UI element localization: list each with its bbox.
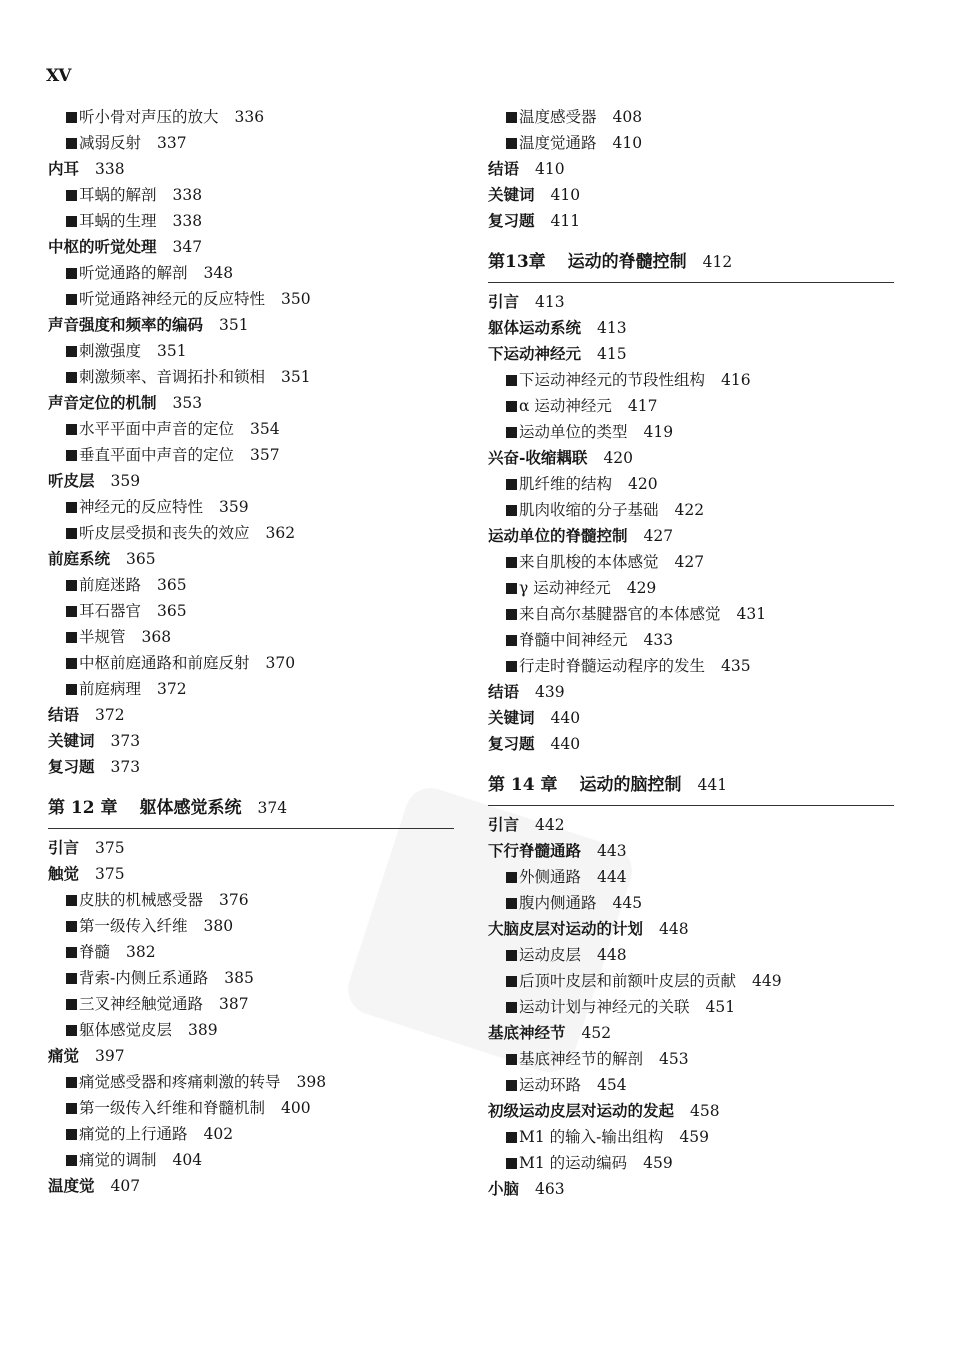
entry-title: 声音强度和频率的编码 [48,315,204,334]
page-ref: 351 [281,368,311,386]
page-ref: 398 [296,1073,327,1091]
page-ref: 362 [265,524,296,542]
entry-title: 结语 [488,682,520,701]
entry-title: 后顶叶皮层和前额叶皮层的贡献 [519,972,737,990]
toc-subsection [488,627,894,653]
entry-title: 水平平面中声音的定位 [79,420,235,438]
entry-title: 来自高尔基腱器官的本体感觉 [519,605,721,623]
page-ref: 459 [679,1128,709,1146]
page-number: XV [46,66,71,86]
page-ref: 452 [581,1024,612,1042]
toc-subsection [488,601,894,627]
page-ref: 336 [234,108,265,126]
toc-subsection [488,653,894,679]
toc-subsection [48,598,454,624]
entry-title: 下行脊髓通路 [488,841,582,860]
entry-title: 来自肌梭的本体感觉 [519,553,659,571]
page-ref: 411 [550,212,581,230]
page-ref: 374 [257,799,288,817]
entry-title: 基底神经节 [488,1023,566,1042]
entry-title: 痛觉的调制 [79,1151,157,1169]
toc-right-column [488,104,894,1202]
page-ref: 442 [535,816,565,834]
entry-title: M1 的输入-输出组构 [519,1128,664,1146]
toc-subsection [48,338,454,364]
toc-subsection [48,1121,454,1147]
entry-title: 外侧通路 [519,868,582,886]
toc-section [48,546,454,572]
page-ref: 376 [219,891,249,909]
entry-title: 声音定位的机制 [48,393,157,412]
entry-title: 痛觉 [48,1046,80,1065]
entry-title: 前庭病理 [79,680,142,698]
toc-section [48,702,454,728]
page-ref: 410 [550,186,581,204]
entry-title: 运动计划与神经元的关联 [519,998,690,1016]
toc-section [488,523,894,549]
page-ref: 338 [172,186,203,204]
page-ref: 454 [597,1076,627,1094]
entry-title: 半规管 [79,628,126,646]
toc-subsection [48,572,454,598]
toc-subsection [488,1150,894,1176]
page-ref: 359 [219,498,249,516]
toc-section [488,341,894,367]
toc-subsection [488,549,894,575]
entry-title: 运动单位的类型 [519,423,628,441]
toc-section [48,468,454,494]
toc-subsection [48,442,454,468]
toc-section [488,445,894,471]
entry-title: 听觉通路的解剖 [79,264,188,282]
entry-title: 温度觉通路 [519,134,597,152]
page-ref: 357 [250,446,280,464]
entry-title: 运动环路 [519,1076,582,1094]
entry-title: 引言 [488,815,520,834]
page-ref: 348 [203,264,234,282]
page-ref: 431 [736,605,767,623]
toc-subsection [48,1017,454,1043]
entry-title: 结语 [48,705,80,724]
page-ref: 375 [95,839,125,857]
entry-title: γ 运动神经元 [519,579,611,597]
toc-section [488,1020,894,1046]
page-ref: 440 [550,709,581,727]
toc-subsection [48,260,454,286]
entry-title: 关键词 [488,708,535,727]
page-ref: 420 [603,449,634,467]
page-ref: 373 [110,732,141,750]
toc-section [48,861,454,887]
chapter-number: 第13章 [488,252,546,272]
page-ref: 453 [659,1050,689,1068]
page-ref: 429 [626,579,657,597]
page-ref: 445 [612,894,643,912]
entry-title: 脊髓 [79,943,111,961]
toc-section [488,315,894,341]
page-ref: 389 [188,1021,218,1039]
entry-title: 关键词 [488,185,535,204]
toc-subsection [48,624,454,650]
page-ref: 458 [690,1102,720,1120]
entry-title: 关键词 [48,731,95,750]
toc-section [48,754,454,780]
toc-section [488,705,894,731]
page-ref: 359 [110,472,141,490]
toc-subsection [48,182,454,208]
page-ref: 351 [219,316,249,334]
page-ref: 350 [281,290,311,308]
chapter-title: 躯体感觉系统 [139,798,242,818]
page-ref: 410 [535,160,565,178]
page-ref: 449 [752,972,782,990]
page-ref: 402 [203,1125,234,1143]
toc-section [488,208,894,234]
entry-title: 躯体感觉皮层 [79,1021,173,1039]
toc-subsection [488,1124,894,1150]
entry-title: 初级运动皮层对运动的发起 [488,1101,675,1120]
entry-title: 复习题 [48,757,95,776]
page-ref: 410 [612,134,643,152]
entry-title: 下运动神经元 [488,344,582,363]
toc-subsection [48,286,454,312]
toc-subsection [48,364,454,390]
entry-title: 三叉神经触觉通路 [79,995,204,1013]
toc-subsection [488,575,894,601]
entry-title: 耳蜗的解剖 [79,186,157,204]
page-ref: 443 [597,842,627,860]
toc-section [48,390,454,416]
toc-section [48,1043,454,1069]
page-ref: 365 [126,550,156,568]
toc-section [48,728,454,754]
toc-subsection [48,1147,454,1173]
page-ref: 368 [141,628,172,646]
entry-title: 听皮层 [48,471,95,490]
entry-title: 复习题 [488,211,535,230]
page-ref: 387 [219,995,249,1013]
toc-subsection [488,497,894,523]
entry-title: 小脑 [488,1179,520,1198]
entry-title: 行走时脊髓运动程序的发生 [519,657,706,675]
page-ref: 413 [535,293,565,311]
entry-title: 肌纤维的结构 [519,475,613,493]
page-ref: 448 [659,920,689,938]
entry-title: 内耳 [48,159,80,178]
toc-section [488,289,894,315]
entry-title: 运动单位的脊髓控制 [488,526,628,545]
entry-title: 中枢的听觉处理 [48,237,157,256]
page-ref: 370 [265,654,296,672]
toc-left-column [48,104,454,1199]
toc-subsection [48,650,454,676]
entry-title: α 运动神经元 [519,397,612,415]
page-ref: 351 [157,342,187,360]
entry-title: 运动皮层 [519,946,582,964]
toc-subsection [488,1046,894,1072]
page-ref: 338 [95,160,125,178]
page-ref: 435 [721,657,751,675]
page-ref: 444 [597,868,627,886]
entry-title: 引言 [488,292,520,311]
entry-title: M1 的运动编码 [519,1154,628,1172]
entry-title: 听小骨对声压的放大 [79,108,219,126]
page-ref: 408 [612,108,643,126]
entry-title: 引言 [48,838,80,857]
entry-title: 基底神经节的解剖 [519,1050,644,1068]
chapter-number: 第 12 章 [48,798,118,818]
toc-section [488,916,894,942]
entry-title: 耳石器官 [79,602,142,620]
page-ref: 354 [250,420,280,438]
entry-title: 中枢前庭通路和前庭反射 [79,654,250,672]
entry-title: 第一级传入纤维和脊髓机制 [79,1099,266,1117]
toc-subsection [488,1072,894,1098]
entry-title: 前庭系统 [48,549,111,568]
entry-title: 痛觉的上行通路 [79,1125,188,1143]
toc-subsection [488,393,894,419]
entry-title: 耳蜗的生理 [79,212,157,230]
toc-subsection [48,1069,454,1095]
entry-title: 垂直平面中声音的定位 [79,446,235,464]
toc-subsection [48,939,454,965]
toc-subsection [48,104,454,130]
chapter-title: 运动的脑控制 [579,775,682,795]
toc-section [48,1173,454,1199]
page-ref: 365 [157,602,187,620]
toc-subsection [48,520,454,546]
toc-section [488,812,894,838]
entry-title: 腹内侧通路 [519,894,597,912]
entry-title: 兴奋-收缩耦联 [488,448,588,467]
entry-title: 皮肤的机械感受器 [79,891,204,909]
page-ref: 365 [157,576,187,594]
toc-subsection [488,471,894,497]
toc-subsection [488,942,894,968]
page-ref: 412 [702,253,733,271]
page-ref: 404 [172,1151,203,1169]
toc-subsection [488,864,894,890]
entry-title: 神经元的反应特性 [79,498,204,516]
page-ref: 463 [535,1180,565,1198]
entry-title: 温度觉 [48,1176,95,1195]
toc-subsection [48,416,454,442]
page-ref: 385 [224,969,254,987]
toc-subsection [48,676,454,702]
toc-section [48,312,454,338]
toc-subsection [48,130,454,156]
page-ref: 375 [95,865,125,883]
page-ref: 382 [126,943,156,961]
toc-subsection [488,968,894,994]
chapter-number: 第 14 章 [488,775,558,795]
entry-title: 前庭迷路 [79,576,142,594]
toc-section [488,1176,894,1202]
entry-title: 肌肉收缩的分子基础 [519,501,659,519]
page-ref: 422 [674,501,705,519]
toc-section [488,1098,894,1124]
page-ref: 427 [674,553,705,571]
toc-section [488,182,894,208]
toc-subsection [488,367,894,393]
toc-subsection [48,991,454,1017]
page-ref: 439 [535,683,565,701]
page-ref: 337 [157,134,187,152]
page-ref: 419 [643,423,674,441]
toc-subsection [488,994,894,1020]
page-ref: 373 [110,758,141,776]
toc-subsection [488,890,894,916]
entry-title: 刺激强度 [79,342,142,360]
toc-section [48,835,454,861]
entry-title: 脊髓中间神经元 [519,631,628,649]
toc-subsection [48,208,454,234]
toc-subsection [48,887,454,913]
toc-section [488,679,894,705]
chapter-heading [488,234,894,283]
page-ref: 413 [597,319,627,337]
page-ref: 441 [697,776,728,794]
page-ref: 338 [172,212,203,230]
entry-title: 痛觉感受器和疼痛刺激的转导 [79,1073,281,1091]
toc-section [48,156,454,182]
page-ref: 400 [281,1099,311,1117]
entry-title: 躯体运动系统 [488,318,582,337]
page-ref: 407 [110,1177,141,1195]
page-ref: 440 [550,735,581,753]
entry-title: 大脑皮层对运动的计划 [488,919,644,938]
toc-subsection [48,494,454,520]
page-ref: 353 [172,394,203,412]
page-ref: 427 [643,527,674,545]
page-ref: 433 [643,631,674,649]
page-ref: 372 [157,680,187,698]
page-ref: 372 [95,706,125,724]
toc-subsection [48,965,454,991]
entry-title: 下运动神经元的节段性组构 [519,371,706,389]
page-ref: 416 [721,371,751,389]
page-ref: 420 [628,475,658,493]
page-ref: 459 [643,1154,673,1172]
page-ref: 415 [597,345,627,363]
toc-subsection [48,913,454,939]
page-ref: 380 [203,917,234,935]
page-ref: 397 [95,1047,125,1065]
page-ref: 451 [705,998,736,1016]
entry-title: 减弱反射 [79,134,142,152]
toc-section [488,156,894,182]
toc-section [488,731,894,757]
entry-title: 刺激频率、音调拓扑和锁相 [79,368,266,386]
entry-title: 触觉 [48,864,80,883]
chapter-title: 运动的脊髓控制 [567,252,687,272]
toc-subsection [488,419,894,445]
entry-title: 听觉通路神经元的反应特性 [79,290,266,308]
entry-title: 听皮层受损和丧失的效应 [79,524,250,542]
toc-section [48,234,454,260]
chapter-heading [48,780,454,829]
toc-subsection [48,1095,454,1121]
toc-section [488,838,894,864]
entry-title: 结语 [488,159,520,178]
entry-title: 复习题 [488,734,535,753]
page-ref: 417 [627,397,658,415]
entry-title: 背索-内侧丘系通路 [79,969,209,987]
toc-subsection [488,130,894,156]
chapter-heading [488,757,894,806]
entry-title: 温度感受器 [519,108,597,126]
toc-subsection [488,104,894,130]
page-ref: 448 [597,946,627,964]
entry-title: 第一级传入纤维 [79,917,188,935]
page-ref: 347 [172,238,203,256]
